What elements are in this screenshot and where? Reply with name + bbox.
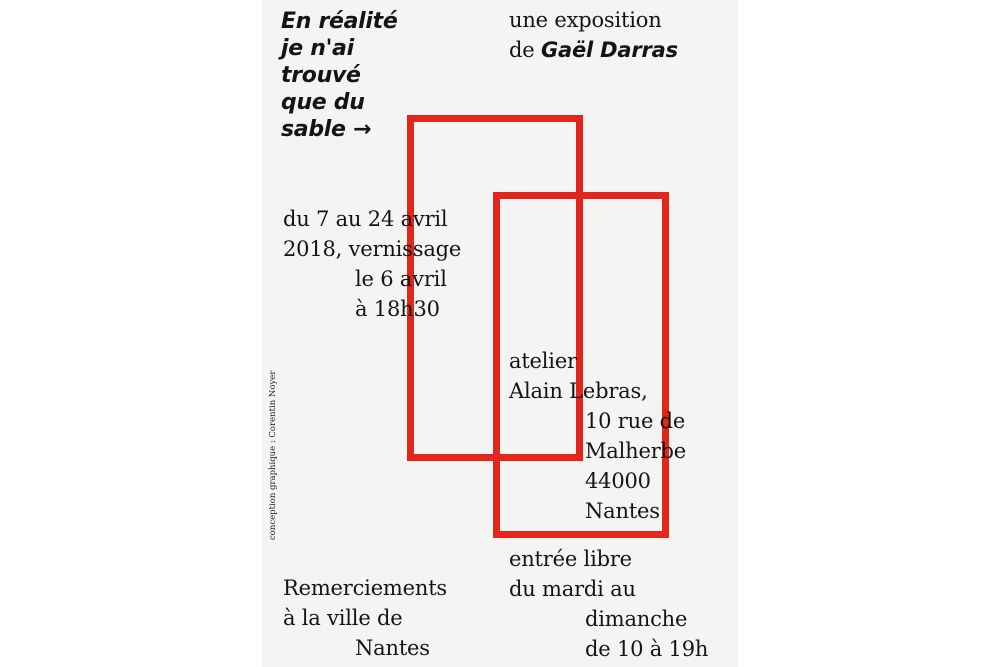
artist-name: Gaël Darras — [540, 38, 678, 62]
hours-block — [509, 544, 708, 664]
venue-block — [509, 346, 686, 526]
dates-line: du 7 au 24 avril — [283, 207, 448, 231]
dates-line: 2018, vernissage — [283, 237, 462, 261]
venue-line: 44000 — [585, 469, 651, 493]
title-line: sable → — [281, 117, 372, 142]
title-line: que du — [281, 90, 365, 115]
exhibition-info — [509, 5, 678, 65]
venue-line: Alain Lebras, — [509, 379, 648, 403]
exhibition-line: une exposition — [509, 8, 662, 32]
design-credit: conception graphique : Corentin Noyer — [268, 370, 278, 540]
title-line: trouvé — [281, 63, 361, 88]
venue-line: Malherbe — [585, 439, 687, 463]
hours-line: de 10 à 19h — [585, 637, 709, 661]
exhibition-prefix: de — [509, 38, 535, 62]
dates-block — [283, 204, 461, 324]
venue-line: atelier — [509, 349, 577, 373]
poster-title — [281, 8, 398, 143]
thanks-block — [283, 573, 447, 663]
dates-line: à 18h30 — [355, 297, 440, 321]
hours-line: dimanche — [585, 607, 688, 631]
title-line: En réalité — [281, 9, 398, 34]
thanks-line: à la ville de — [283, 606, 403, 630]
title-line: je n'ai — [281, 36, 354, 61]
thanks-line: Remerciements — [283, 576, 448, 600]
hours-line: du mardi au — [509, 577, 636, 601]
dates-line: le 6 avril — [355, 267, 447, 291]
venue-line: Nantes — [585, 499, 660, 523]
thanks-line: Nantes — [355, 636, 430, 660]
exhibition-artist-line — [509, 35, 678, 65]
hours-line: entrée libre — [509, 547, 632, 571]
venue-line: 10 rue de — [585, 409, 686, 433]
